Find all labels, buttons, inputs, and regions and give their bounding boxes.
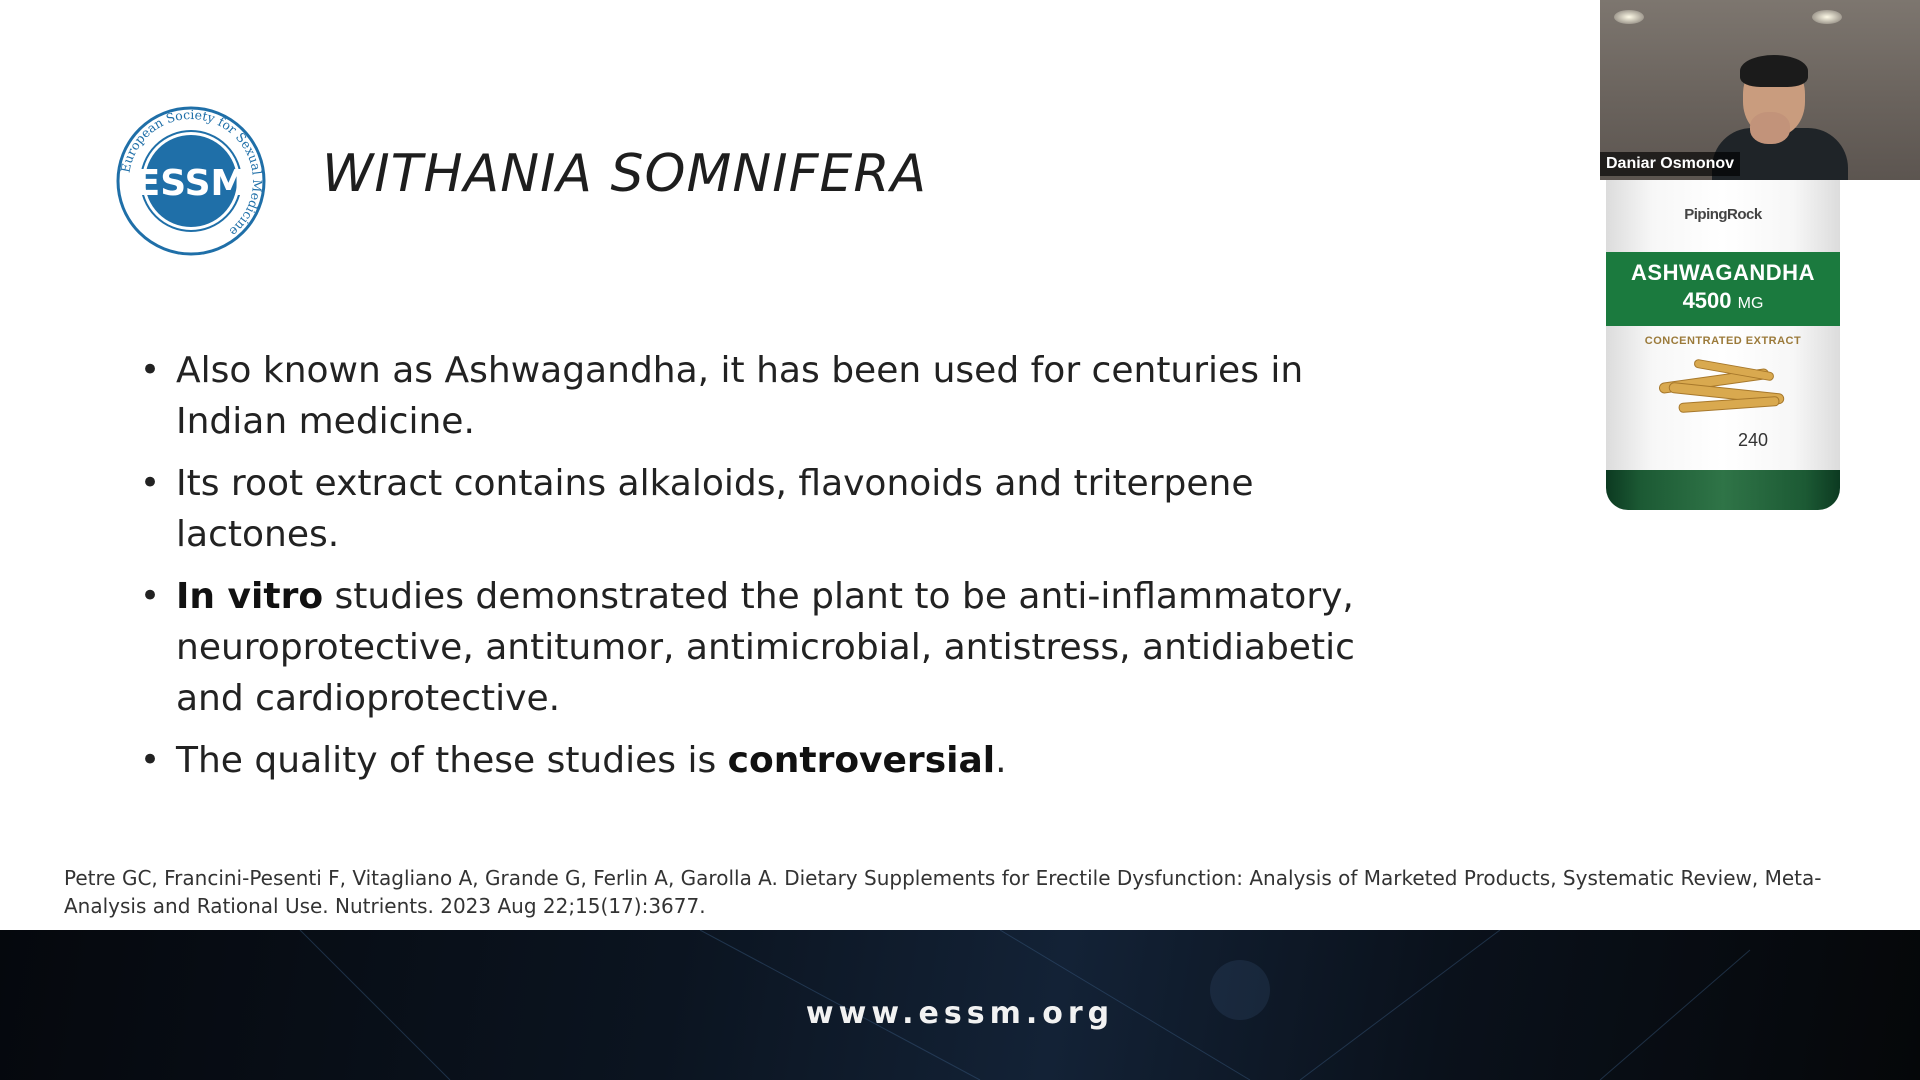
bullet-item: • The quality of these studies is controversial. (140, 735, 1400, 786)
website-url: www.essm.org (805, 996, 1115, 1031)
bottle-capsule-count: 240 (1738, 430, 1769, 450)
bottle-product-name: ASHWAGANDHA (1631, 260, 1815, 285)
bottle-subtitle: CONCENTRATED EXTRACT (1644, 335, 1802, 347)
citation-reference: Petre GC, Francini-Pesenti F, Vitagliano A, Grande G, Ferlin A, Garolla A. Dietary Supplements for Erectile Dysfunction: Analysis of Marketed Products, Systematic Review, Meta-Analysis and Rational Use. Nutrients. 2023 Aug 22;15(17):3677. (64, 866, 1822, 918)
bullet-item: • Its root extract contains alkaloids, flavonoids and triterpene lactones. (140, 458, 1400, 560)
bullet-item: • In vitro studies demonstrated the plant to be anti-inflammatory, neuroprotective, antitumor, antimicrobial, antistress, antidiabetic and cardioprotective. (140, 571, 1400, 724)
slide-title: WITHANIA SOMNIFERA (322, 144, 928, 204)
logo-ring-text: European Society for Sexual Medicine (117, 106, 266, 240)
bullet-bold-text: controversial (727, 740, 996, 781)
bullet-bold-text: In vitro (176, 576, 324, 617)
bullet-list (140, 345, 1400, 797)
slide-footer (0, 930, 1920, 1080)
roots-icon (1654, 356, 1794, 426)
product-bottle-image (1606, 180, 1840, 510)
logo-initials: ESSM (135, 163, 247, 204)
participant-name-label: Daniar Osmonov (1600, 152, 1740, 176)
participant-video-tile[interactable] (1600, 0, 1920, 180)
essm-logo (115, 105, 267, 257)
bottle-brand: PipingRock (1684, 206, 1762, 223)
bullet-item: • Also known as Ashwagandha, it has been used for centuries in Indian medicine. (140, 345, 1400, 447)
bottle-dose: 4500 MG (1682, 288, 1764, 313)
